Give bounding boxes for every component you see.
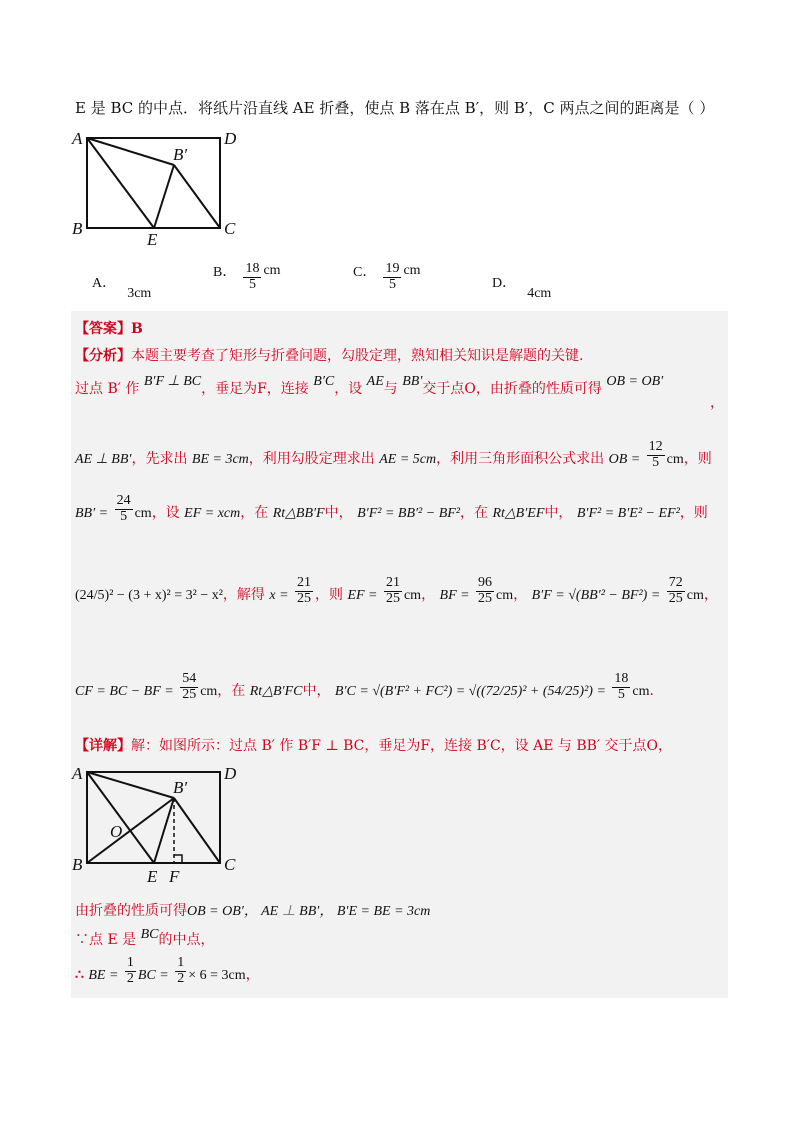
option-a[interactable]: A． 3cm <box>92 276 152 301</box>
line-bb-prime <box>87 798 174 863</box>
rectangle-abcd-2 <box>87 772 220 863</box>
analysis-line-6: CF = BC − BF = $\frac{54}{25}$ cm，在 Rt△B′FC中， B′C = √(B′F² + FC²) = √((72/25)² + (54/25)²) = $\frac{18}{5}$ cm. <box>75 671 654 702</box>
figure-rectangle-fold <box>70 128 250 248</box>
option-c[interactable]: C． $\frac{19}{5}$ cm <box>353 261 421 292</box>
label-b: B <box>72 219 83 238</box>
option-b[interactable]: B． $\frac{18}{5}$ cm <box>213 261 281 292</box>
solution-panel <box>71 311 728 998</box>
analysis-line-3: AE ⊥ BB′，先求出 BE = 3cm，利用勾股定理求出 AE = 5cm，利用三角形面积公式求出 OB = $\frac{12}{5}$ cm，则 <box>75 439 712 470</box>
label-a-2: A <box>72 764 83 783</box>
label-f: F <box>169 867 180 886</box>
line-ae-2 <box>87 772 154 863</box>
detail-line-1: 【详解】解：如图所示：过点 B′ 作 B′F ⊥ BC，垂足为F，连接 B′C，设 AE 与 BB′ 交于点O， <box>75 738 673 754</box>
label-e-2: E <box>147 867 158 886</box>
label-e: E <box>147 230 158 248</box>
analysis-line-2: 过点 B′ 作 B′F ⊥ BC，垂足为F，连接 B′C，设 AE与 BB′交于点O，由折叠的性质可得 OB = OB′ <box>75 374 664 397</box>
line-b-prime-e-2 <box>154 798 174 863</box>
detail-line-3: ∵点 E 是 BC的中点， <box>75 927 215 948</box>
label-b-2: B <box>72 855 83 874</box>
label-c-2: C <box>224 855 236 874</box>
detail-line-2: 由折叠的性质可得OB = OB′， AE ⊥ BB′， B′E = BE = 3cm <box>75 903 431 919</box>
label-b-prime: B′ <box>173 145 188 164</box>
label-d: D <box>224 129 237 148</box>
label-d-2: D <box>224 764 237 783</box>
line-ab-prime <box>87 138 174 165</box>
label-o: O <box>110 822 123 841</box>
rectangle-abcd <box>87 138 220 228</box>
option-d[interactable]: D． 4cm <box>492 276 552 301</box>
line-b-prime-c <box>174 165 220 228</box>
label-a: A <box>72 129 83 148</box>
label-b-prime-2: B′ <box>173 778 188 797</box>
analysis-line-2-comma: ， <box>710 395 724 411</box>
detail-line-4: ∴ BE = $\frac{1}{2}$ BC = $\frac{1}{2}$ × 6 = 3cm， <box>75 955 260 986</box>
option-b-fraction: $\frac{18}{5}$ <box>245 261 260 292</box>
analysis-line-5: (24/5)² − (3 + x)² = 3² − x²，解得 x = $\frac{21}{25}$ ，则 EF = $\frac{21}{25}$ cm， BF = $\frac{96}{25}$ cm， B′F = √(BB′² − BF²) = $\frac{72}{25}$ cm， <box>75 575 718 606</box>
figure-fold-with-perpendicular <box>70 764 240 886</box>
option-c-fraction: $\frac{19}{5}$ <box>385 261 400 292</box>
right-angle-mark <box>174 855 182 863</box>
label-c: C <box>224 219 236 238</box>
line-ab-prime-2 <box>87 772 174 798</box>
line-b-prime-c-2 <box>174 798 220 863</box>
question-text: E 是 BC 的中点．将纸片沿直线 AE 折叠，使点 B 落在点 B′，则 B′，C 两点之间的距离是（ ） <box>75 99 715 117</box>
analysis-line-4: BB′ = $\frac{24}{5}$ cm，设 EF = xcm，在 Rt△BB′F中， B′F² = BB′² − BF²，在 Rt△B′EF中， B′F² = B′E² − EF²，则 <box>75 493 708 524</box>
answer-line: 【答案】B <box>75 321 143 337</box>
line-b-prime-e <box>154 165 174 228</box>
analysis-line-1: 【分析】本题主要考查了矩形与折叠问题，勾股定理，熟知相关知识是解题的关键. <box>75 348 584 364</box>
line-ae <box>87 138 154 228</box>
